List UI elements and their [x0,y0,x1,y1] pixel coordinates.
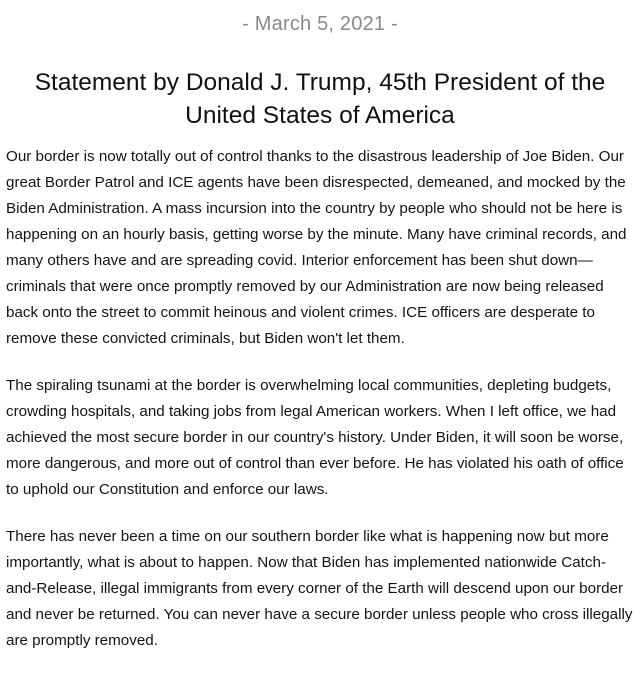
statement-title: Statement by Donald J. Trump, 45th President of the United States of America [34,69,606,129]
paragraph: The spiraling tsunami at the border is overwhelming local communities, depleting budgets, crowding hospitals, and taking jobs from legal American workers. When I left office, we had achieved the most secure border in our country's history. Under Biden, it will soon be worse, more dangerous, and more out of control than ever before. He has violated his oath of office to uphold our Constitution and enforce our laws. [6,377,624,498]
statement-date: - March 5, 2021 - [242,13,398,35]
statement-body [6,144,634,654]
paragraph: There has never been a time on our southern border like what is happening now but more importantly, what is about to happen. Now that Biden has implemented nationwide Catch-and-Release, illegal immigrants from every corner of the Earth will descend upon our border and never be returned. You can never have a secure border unless people who cross illegally are promptly removed. [6,528,633,649]
paragraph: Our border is now totally out of control thanks to the disastrous leadership of Joe Biden. Our great Border Patrol and ICE agents have been disrespected, demeaned, and mocked by the Biden Administration. A mass incursion into the country by people who should not be here is happening on an hourly basis, getting worse by the minute. Many have criminal records, and many others have and are spreading covid. Interior enforcement has been shut down—criminals that were once promptly removed by our Administration are now being released back onto the street to commit heinous and violent crimes. ICE officers are desperate to remove these convicted criminals, but Biden won't let them. [6,148,627,347]
